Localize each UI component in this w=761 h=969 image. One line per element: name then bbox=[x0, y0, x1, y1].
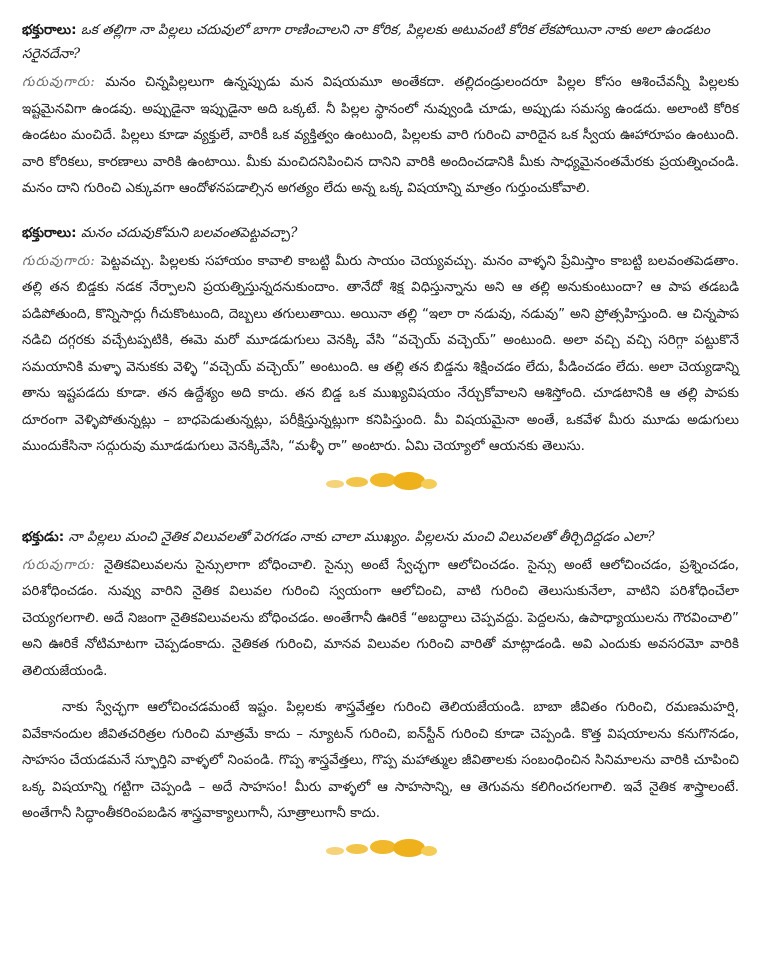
qa-block-3 bbox=[22, 525, 739, 828]
answer-text: మనం చిన్నపిల్లలుగా ఉన్నప్పుడు మన విషయమూ అంతేకదా. తల్లిదండ్రులందరూ పిల్లల కోసం ఆశించేవన్నీ పిల్లలకు ఇష్టమైనవిగా ఉండవు. అప్పుడైనా ఇప్పుడైనా అది ఒక్కటే. నీ పిల్లల స్థానంలో నువ్వుండి చూడు, అప్పుడు సమస్య ఉండదు. అలాంటి కోరిక ఉండటం మంచిదే. పిల్లలు కూడా వ్యక్తులే, వారికీ ఒక వ్యక్తిత్వం ఉంటుంది, పిల్లలకు వారి గురించి వారిదైన ఒక స్వీయ ఊహారూపం ఉంటుంది. వారి కోరికలు, కారణాలు వారికి ఉంటాయి. మీకు మంచిదనిపించిన దానిని వారికి అందించడానికి మీకు సాధ్యమైనంతమేరకు ప్రయత్నించండి. మనం దాని గురించి ఎక్కువగా ఆందోళనపడాల్సిన అగత్యం లేదు అన్న ఒక్క విషయాన్ని మాత్రం గుర్తుంచుకోవాలి. bbox=[22, 75, 739, 196]
answer-text: పెట్టవచ్చు. పిల్లలకు సహాయం కావాలి కాబట్టి మీరు సాయం చెయ్యవచ్చు. మనం వాళ్ళని ప్రేమిస్తాం కాబట్టి బలవంతపెడతాం. తల్లి తన బిడ్డకు నడక నేర్పాలని ప్రయత్నిస్తున్నదనుకుందాం. తానేదో శిక్ష విధిస్తున్నాను అని ఆ తల్లి అనుకుంటుందా? ఆ పాప తడబడి పడిపోతుంది, కొన్నిసార్లు గీచుకొంటుంది, దెబ్బలు తగులుతాయి. అయినా తల్లి “ఇలా రా నడువు, నడువు” అని ప్రోత్సహిస్తుంది. ఆ చిన్నపాప నడిచి దగ్గరకు వచ్చేటప్పటికి, ఈమె మరో మూడడుగులు వెనక్కి వేసి “వచ్చెయ్ వచ్చెయ్” అంటుంది. అలా వచ్చి వచ్చి సరిగ్గా పట్టుకొనే సమయానికి మళ్ళా వెనుకకు వెళ్ళి “వచ్చెయ్ వచ్చెయ్” అంటుంది. ఆ తల్లి తన బిడ్డను శిక్షించడం లేదు, పీడించడం లేదు. అలా చెయ్యడాన్ని తాను ఇష్టపడదు కూడా. తన ఉద్దేశ్యం అది కాదు. తన బిడ్డ ఒక ముఖ్యవిషయం నేర్చుకోవాలని ఆశిస్తోంది. చూడటానికి ఆ తల్లి పాపకు దూరంగా వెళ్ళిపోతున్నట్లు – బాధపెడుతున్నట్లు, పరీక్షిస్తున్నట్లుగా కనిపిస్తుంది. మీ విషయమైనా అంతే, ఒకవేళ మీరు మూడు అడుగులు ముందుకేసినా సద్గురువు మూడడుగులు వెనక్కివేసి, “మళ్ళీ రా” అంటారు. ఏమి చెయ్యాలో ఆయనకు తెలుసు. bbox=[22, 253, 739, 454]
qa-block-2 bbox=[22, 221, 739, 461]
answer bbox=[22, 249, 739, 461]
golden-flower-divider-icon bbox=[22, 461, 739, 501]
question-text: ఒక తల్లిగా నా పిల్లలు చదువులో బాగా రాణించాలని నా కోరిక, పిల్లలకు అటువంటి కోరిక లేకపోయినా నాకు అలా ఉండటం సరైనదేనా? bbox=[22, 22, 710, 62]
question-text: నా పిల్లలు మంచి నైతిక విలువలతో పెరగడం నాకు చాలా ముఖ్యం. పిల్లలను మంచి విలువలతో తీర్చిదిద్దడం ఎలా? bbox=[68, 528, 655, 545]
qa-block-1 bbox=[22, 18, 739, 203]
golden-flower-divider-icon bbox=[22, 828, 739, 868]
questioner-label: భక్తురాలు: bbox=[22, 224, 77, 241]
question-text: మనం చదువుకోమని బలవంతపెట్టవచ్చా? bbox=[80, 224, 298, 241]
answer-continuation: నాకు స్వేచ్ఛగా ఆలోచించడమంటే ఇష్టం. పిల్లలకు శాస్త్రవేత్తల గురించి తెలియజేయండి. బాబా జీవితం గురించి, రమణమహర్షి, వివేకానందుల జీవితచరిత్రల గురించి మాత్రమే కాదు – న్యూటన్ గురించి, ఐన్‌స్టీన్ గురించి కూడా చెప్పండి. కొత్త విషయాలను కనుగొనడం, సాహసం చేయడమనే స్ఫూర్తిని వాళ్ళలో నింపండి. గొప్ప శాస్త్రవేత్తలు, గొప్ప మహాత్ముల జీవితాలకు సంబంధించిన సినిమాలను వారికి చూపించి ఒక్క విషయాన్ని గట్టిగా చెప్పండి – అదే సాహసం! మీరు వాళ్ళలో ఆ సాహసాన్ని, ఆ తెగువను కలిగించగలగాలి. ఇవే నైతిక శాస్త్రాలంటే. అంతేగానీ సిద్ధాంతీకరింపబడిన శాస్త్రవాక్యాలుగానీ, సూత్రాలుగానీ కాదు. bbox=[22, 700, 739, 821]
question bbox=[22, 221, 739, 245]
question bbox=[22, 525, 739, 549]
guru-label: గురువుగారు: bbox=[22, 557, 96, 573]
question bbox=[22, 18, 739, 66]
answer-text: నైతికవిలువలను సైన్సులాగా బోధించాలి. సైన్సు అంటే స్వేచ్ఛగా ఆలోచించడం. సైన్సు అంటే ఆలోచించడం, ప్రశ్నించడం, పరిశోధించడం. నువ్వు వారిని నైతిక విలువల గురించి స్వయంగా ఆలోచించి, వాటి గురించి తెలుసుకునేలా, వాటిని పరిశోధించేలా చెయ్యగలగాలి. అదే నిజంగా నైతికవిలువలను బోధించడం. అంతేగానీ ఊరికే “అబద్ధాలు చెప్పవద్దు. పెద్దలను, ఉపాధ్యాయులను గౌరవించాలి” అని ఊరికే నోటిమాటగా చెప్పడంకాదు. నైతికత గురించి, మానవ విలువల గురించి వారితో మాట్లాడండి. అవి ఎందుకు అవసరమో వారికి తెలియజేయండి. bbox=[22, 557, 739, 679]
questioner-label: భక్తురాలు: bbox=[22, 22, 77, 38]
answer bbox=[22, 70, 739, 203]
questioner-label: భక్తుడు: bbox=[22, 528, 65, 545]
answer bbox=[22, 553, 739, 686]
guru-label: గురువుగారు: bbox=[22, 75, 96, 90]
guru-label: గురువుగారు: bbox=[22, 253, 96, 269]
